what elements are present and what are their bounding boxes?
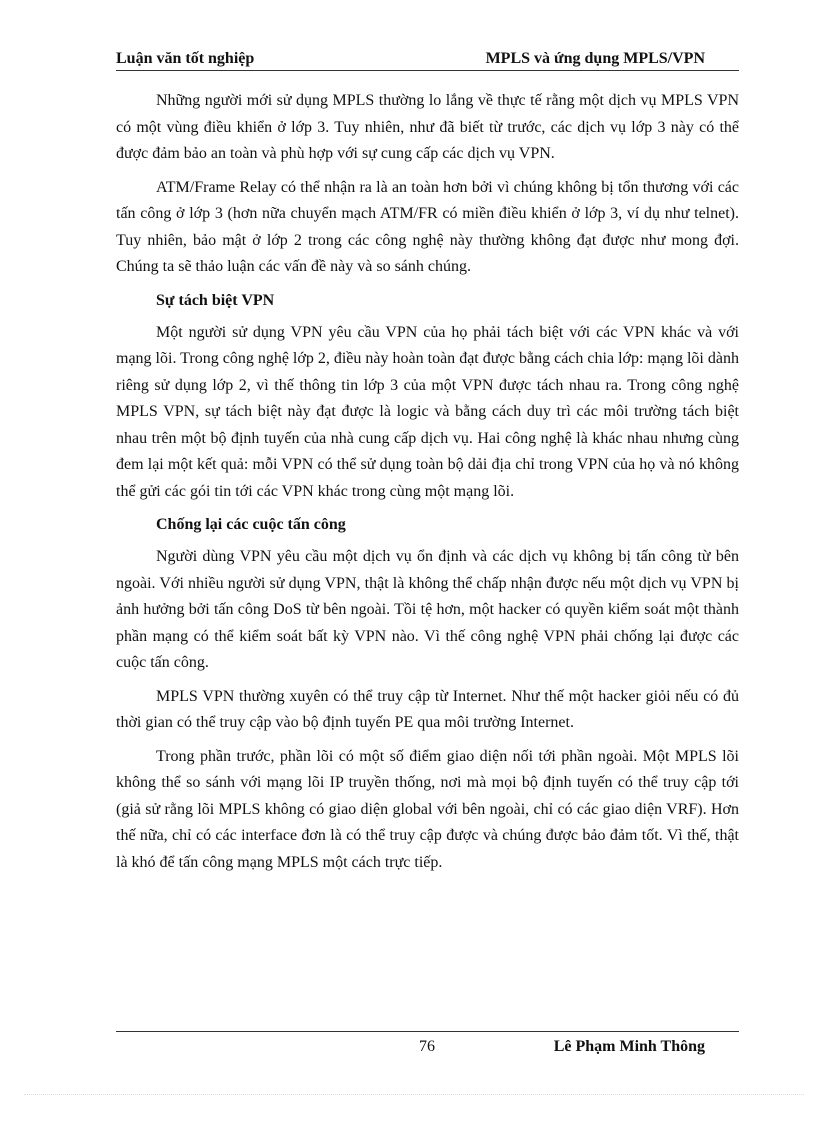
paragraph-attack-2: MPLS VPN thường xuyên có thể truy cập từ Internet. Như thế một hacker giỏi nếu có đủ thời gian có thể truy cập vào bộ định tuyến PE qua môi trường Internet. <box>116 687 739 731</box>
paragraph-attack-1: Người dùng VPN yêu cầu một dịch vụ ổn định và các dịch vụ không bị tấn công từ bên ngoài. Với nhiều người sử dụng VPN, thật là không thể chấp nhận được nếu một dịch vụ VPN bị ảnh hưởng bởi tấn công DoS từ bên ngoài. Tồi tệ hơn, một hacker có quyền kiểm soát một thành phần mạng có thể kiểm soát bất kỳ VPN nào. Vì thế công nghệ VPN phải chống lại được các cuộc tấn công. <box>116 548 739 671</box>
page-number: 76 <box>419 1038 435 1055</box>
paragraph-intro-1: Những người mới sử dụng MPLS thường lo lắng về thực tế rằng một dịch vụ MPLS VPN có một vùng điều khiển ở lớp 3. Tuy nhiên, như đã biết từ trước, các dịch vụ lớp 3 này có thể được đảm bảo an toàn và phù hợp với sự cung cấp các dịch vụ VPN. <box>116 92 739 162</box>
section-heading-vpn-separation: Sự tách biệt VPN <box>156 291 275 309</box>
section-heading-attack-resistance: Chống lại các cuộc tấn công <box>156 516 346 533</box>
document-body <box>116 88 739 883</box>
footer-author: Lê Phạm Minh Thông <box>553 1038 705 1055</box>
header-topic-title: MPLS và ứng dụng MPLS/VPN <box>485 50 705 67</box>
page-header <box>116 44 739 71</box>
header-thesis-title: Luận văn tốt nghiệp <box>116 50 255 67</box>
page-footer <box>116 1031 739 1062</box>
paragraph-intro-2: ATM/Frame Relay có thể nhận ra là an toàn hơn bởi vì chúng không bị tổn thương với các tấn công ở lớp 3 (hơn nữa chuyển mạch ATM/FR có miền điều khiển ở lớp 3, ví dụ như telnet). Tuy nhiên, bảo mật ở lớp 2 trong các công nghệ này thường không đạt được như mong đợi. Chúng ta sẽ thảo luận các vấn đề này và so sánh chúng. <box>116 178 739 275</box>
paragraph-attack-3: Trong phần trước, phần lõi có một số điểm giao diện nối tới phần ngoài. Một MPLS lõi không thể so sánh với mạng lõi IP truyền thống, nơi mà mọi bộ định tuyến có thể truy cập tới (giả sử rằng lõi MPLS không có giao diện global với bên ngoài, chỉ có các giao diện VRF). Hơn thế nữa, chỉ có các interface đơn là có thể truy cập được và chúng được bảo đảm tốt. Vì thế, thật là khó để tấn công mạng MPLS một cách trực tiếp. <box>116 747 739 871</box>
paragraph-vpn-separation: Một người sử dụng VPN yêu cầu VPN của họ phải tách biệt với các VPN khác và với mạng lõi. Trong công nghệ lớp 2, điều này hoàn toàn đạt được bằng cách chia lớp: mạng lõi dành riêng sử dụng lớp 2, vì thế thông tin lớp 3 của một VPN được tách nhau ra. Trong công nghệ MPLS VPN, sự tách biệt này đạt được là logic và bằng cách duy trì các môi trường tách biệt nhau trên một bộ định tuyến của nhà cung cấp dịch vụ. Hai công nghệ là khác nhau nhưng cùng đem lại một kết quả: mỗi VPN có thể sử dụng toàn bộ dải địa chỉ trong VPN của họ và nó không thể gửi các gói tin tới các VPN khác trong cùng một mạng lõi. <box>116 323 739 500</box>
bottom-dotted-divider <box>24 1094 804 1095</box>
